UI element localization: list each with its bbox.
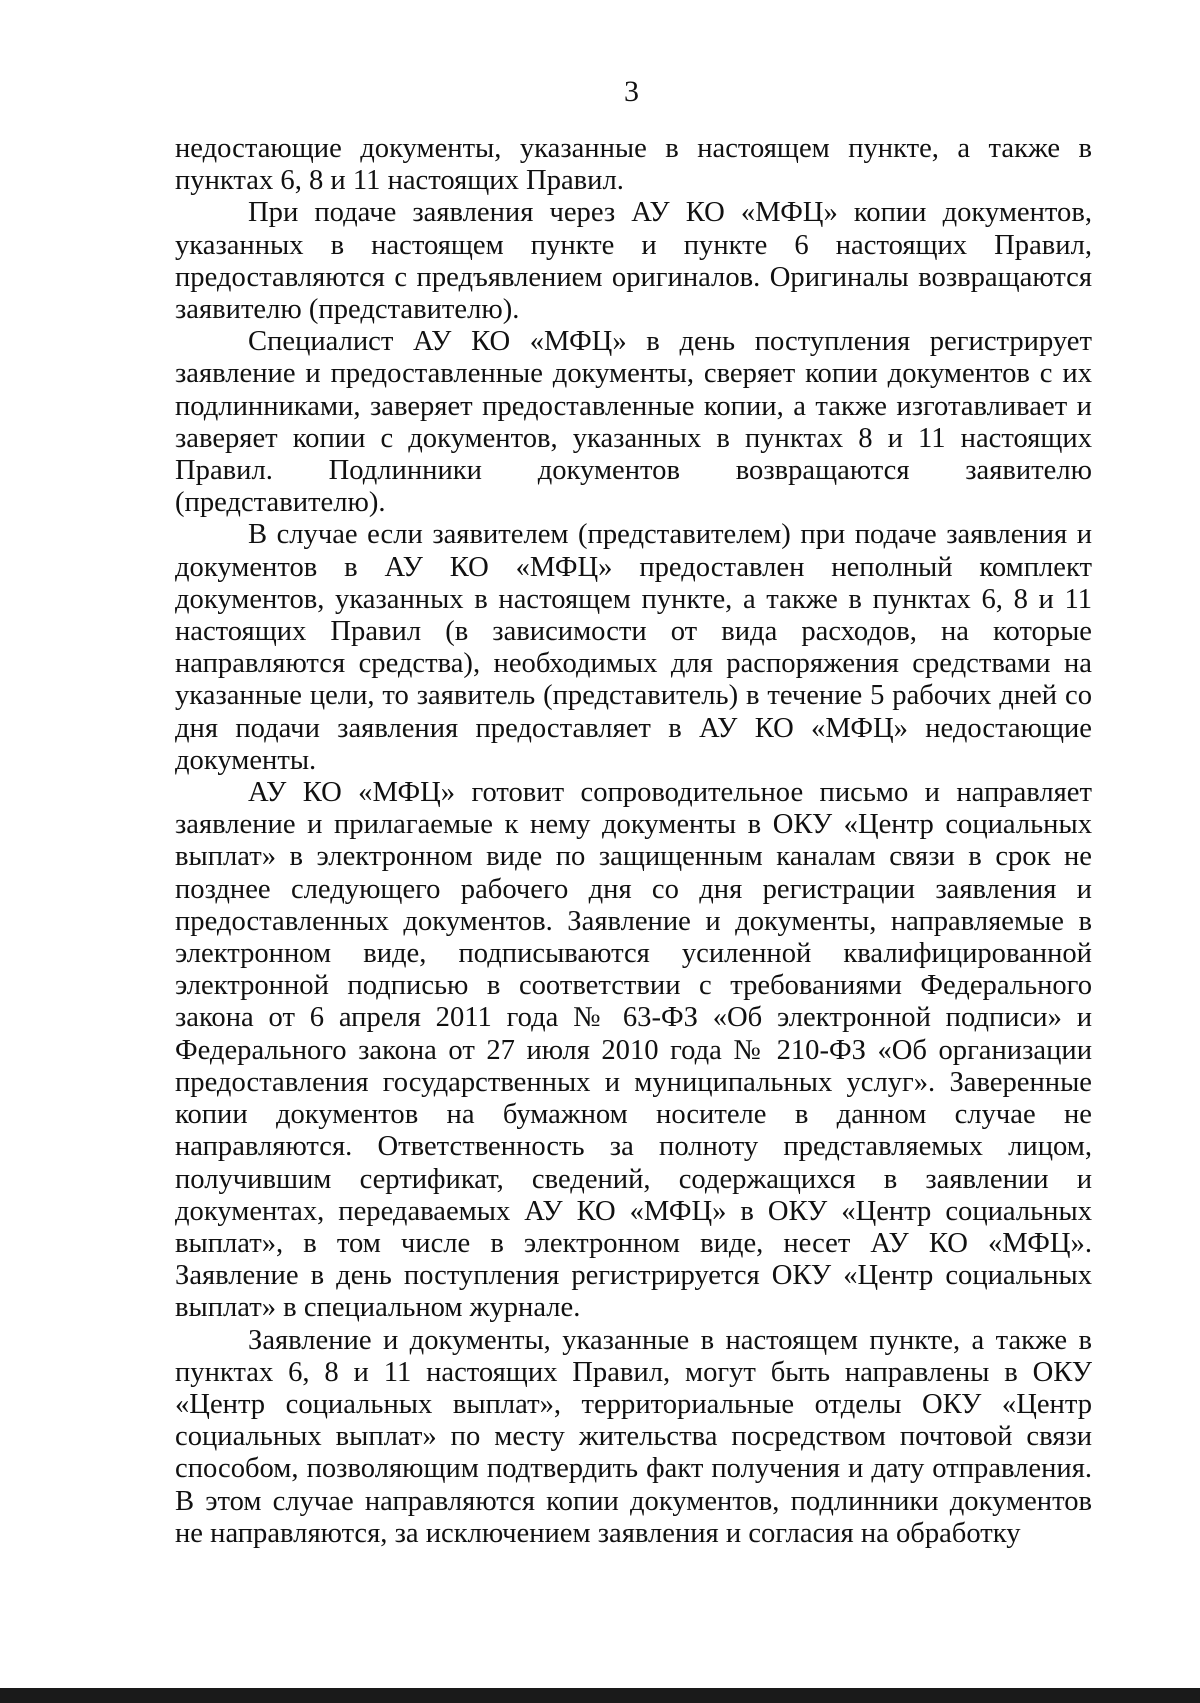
paragraph-electronic-submission: АУ КО «МФЦ» готовит сопроводительное письмо и направляет заявление и прилагаемые к нему документы в ОКУ «Центр социальных выплат» в электронном виде по защищенным каналам связи в срок не позднее следующего рабочего дня со дня регистрации заявления и предоставленных документов. Заявление и документы, направляемые в электронном виде, подписываются усиленной квалифицированной электронной подписью в соответствии с требованиями Федерального закона от 6 апреля 2011 года № 63-ФЗ «Об электронной подписи» и Федерального закона от 27 июля 2010 года № 210-ФЗ «Об организации предоставления государственных и муниципальных услуг». Заверенные копии документов на бумажном носителе в данном случае не направляются. Ответственность за полноту представляемых лицом, получившим сертификат, сведений, содержащихся в заявлении и документах, передаваемых АУ КО «МФЦ» в ОКУ «Центр социальных выплат», в том числе в электронном виде, несет АУ КО «МФЦ». Заявление в день поступления регистрируется ОКУ «Центр социальных выплат» в специальном журнале.: [175, 777, 1092, 1324]
paragraph-incomplete-documents: В случае если заявителем (представителем) при подаче заявления и документов в АУ КО «МФЦ» предоставлен неполный комплект документов, указанных в настоящем пункте, а также в пунктах 6, 8 и 11 настоящих Правил (в зависимости от вида расходов, на которые направляются средства), необходимых для распоряжения средствами на указанные цели, то заявитель (представитель) в течение 5 рабочих дней со дня подачи заявления предоставляет в АУ КО «МФЦ» недостающие документы.: [175, 519, 1092, 776]
paragraph-original-copies: При подаче заявления через АУ КО «МФЦ» копии документов, указанных в настоящем пункте и пункте 6 настоящих Правил, предоставляются с предъявлением оригиналов. Оригиналы возвращаются заявителю (представителю).: [175, 197, 1092, 326]
scan-bottom-edge: [0, 1688, 1200, 1703]
paragraph-postal-submission: Заявление и документы, указанные в настоящем пункте, а также в пунктах 6, 8 и 11 настоящих Правил, могут быть направлены в ОКУ «Центр социальных выплат», территориальные отделы ОКУ «Центр социальных выплат» по месту жительства посредством почтовой связи способом, позволяющим подтвердить факт получения и дату отправления. В этом случае направляются копии документов, подлинники документов не направляются, за исключением заявления и согласия на обработку: [175, 1324, 1092, 1549]
page-number: 3: [624, 75, 639, 108]
paragraph-specialist-registration: Специалист АУ КО «МФЦ» в день поступления регистрирует заявление и предоставленные документы, сверяет копии документов с их подлинниками, заверяет предоставленные копии, а также изготавливает и заверяет копии с документов, указанных в пунктах 8 и 11 настоящих Правил. Подлинники документов возвращаются заявителю (представителю).: [175, 326, 1092, 519]
document-body: [175, 133, 1092, 1550]
paragraph-continuation: недостающие документы, указанные в настоящем пункте, а также в пунктах 6, 8 и 11 настоящих Правил.: [175, 133, 1092, 197]
